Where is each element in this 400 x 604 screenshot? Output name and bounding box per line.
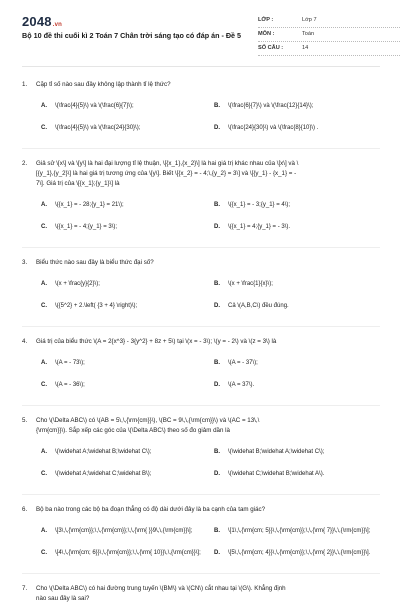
option-letter: C. <box>41 471 47 477</box>
question-text-line <box>22 505 380 515</box>
answer-option[interactable] <box>214 102 384 111</box>
question-item <box>22 416 380 495</box>
question-number: 4. <box>22 338 28 345</box>
question-text-line <box>22 337 380 347</box>
option-letter: A. <box>41 528 47 534</box>
option-letter: B. <box>214 449 220 455</box>
answer-option[interactable] <box>41 280 211 289</box>
option-letter: B. <box>214 202 220 208</box>
answer-option[interactable] <box>41 124 211 133</box>
answer-option[interactable] <box>214 124 384 133</box>
option-group <box>22 102 380 146</box>
question-item <box>22 80 380 149</box>
option-letter: C. <box>41 550 47 556</box>
option-letter: B. <box>214 528 220 534</box>
option-row <box>22 381 380 403</box>
meta-value: Lớp 7 <box>302 17 317 23</box>
option-row <box>22 201 380 223</box>
question-item <box>22 337 380 406</box>
question-text-line <box>22 584 380 594</box>
logo-sub: .vn <box>52 22 63 28</box>
question-text-line <box>22 169 380 179</box>
answer-option[interactable] <box>41 359 211 368</box>
option-letter: C. <box>41 303 47 309</box>
question-text-line <box>22 159 380 169</box>
question-text: Giả sử \[x\] và \[y\] là hai đại lượng tỉ lệ thuận, \[{x_1},{x_2}\] là hai giá trị khác nhau của \[x\] và \ <box>36 160 299 167</box>
meta-key: SỐ CÂU : <box>258 45 284 51</box>
question-text-line <box>22 80 380 90</box>
question-number: 5. <box>22 417 28 424</box>
option-text: \(\widehat C;\widehat B;\widehat A\). <box>228 471 325 477</box>
option-letter: D. <box>214 382 220 388</box>
meta-value: 14 <box>302 45 309 51</box>
option-text: \[5\,\,{\rm{cm; 4}}\,\,{\rm{cm}};\,\,{\rm{ 2}}\,\,{\rm{cm}}\]. <box>228 550 371 556</box>
option-text: Cả \(A,B,C\) đều đúng. <box>228 303 289 309</box>
question-text: 7\]. Giá trị của \[{x_1};{y_1}\] là <box>36 180 120 187</box>
option-text: \(A = - 36\); <box>55 382 85 388</box>
answer-option[interactable] <box>41 448 211 457</box>
option-row <box>22 280 380 302</box>
header-divider <box>22 66 380 67</box>
option-text: \({x_1} = - 28;{y_1} = 21\); <box>55 202 124 208</box>
meta-key: LỚP : <box>258 17 274 23</box>
question-text: Cặp tỉ số nào sau đây không lập thành tỉ lệ thức? <box>36 81 171 88</box>
option-letter: A. <box>41 202 47 208</box>
option-letter: A. <box>41 103 47 109</box>
option-text: \(\frac{24}{30}\) và \(\frac{8}{10}\) . <box>228 125 319 131</box>
question-separator <box>22 405 380 406</box>
option-text: \(x + \frac{1}{x}\); <box>228 281 273 287</box>
option-letter: C. <box>41 224 47 230</box>
question-text-line <box>22 416 380 426</box>
page-title: Bộ 10 đề thi cuối kì 2 Toán 7 Chân trời sáng tạo có đáp án - Đề 5 <box>22 31 242 40</box>
question-text-line <box>22 594 380 604</box>
answer-option[interactable] <box>41 201 211 210</box>
question-item <box>22 505 380 574</box>
question-separator <box>22 326 380 327</box>
option-text: \(A = - 73\); <box>55 360 85 366</box>
answer-option[interactable] <box>41 470 211 479</box>
option-text: \[3\,\,{\rm{cm}};\,\,{\rm{cm}};\,\,{\rm{ }}9\,\,{\rm{cm}}\]; <box>55 528 193 534</box>
option-letter: D. <box>214 471 220 477</box>
question-separator <box>22 148 380 149</box>
option-group <box>22 280 380 324</box>
logo-main: 2048 <box>22 14 52 29</box>
answer-option[interactable] <box>41 302 211 311</box>
answer-option[interactable] <box>214 302 384 311</box>
question-number: 6. <box>22 506 28 513</box>
question-text: {\rm{cm}}\). Sắp xếp các góc của \(\Delta ABC\) theo số đo giảm dần là <box>36 427 230 434</box>
option-letter: D. <box>214 125 220 131</box>
option-letter: B. <box>214 103 220 109</box>
option-letter: D. <box>214 550 220 556</box>
question-text: Cho \(\Delta ABC\) có \(AB = 5\,\,{\rm{cm}}\), \(BC = 9\,\,{\rm{cm}}\) và \(AC = 13\,\ <box>36 417 260 424</box>
option-text: \[4\,\,{\rm{cm; 6}}\,\,{\rm{cm}};\,\,{\rm{ 10}}\,\,{\rm{cm}}\]; <box>55 550 201 556</box>
answer-option[interactable] <box>214 448 384 457</box>
meta-row-count <box>258 42 400 56</box>
question-number: 3. <box>22 259 28 266</box>
option-letter: C. <box>41 125 47 131</box>
meta-info <box>258 14 400 56</box>
site-logo[interactable] <box>22 14 62 29</box>
option-row <box>22 527 380 549</box>
question-item <box>22 258 380 327</box>
question-text-line <box>22 179 380 189</box>
option-text: \({x_1} = - 4;{y_1} = 3\); <box>55 224 118 230</box>
option-text: \(\widehat B;\widehat A;\widehat C\); <box>228 449 325 455</box>
question-item <box>22 159 380 248</box>
option-letter: A. <box>41 281 47 287</box>
option-letter: D. <box>214 224 220 230</box>
question-separator <box>22 573 380 574</box>
answer-option[interactable] <box>214 470 384 479</box>
option-row <box>22 102 380 124</box>
meta-row-subject <box>258 28 400 42</box>
question-number: 7. <box>22 585 28 592</box>
meta-value: Toán <box>302 31 315 37</box>
answer-option[interactable] <box>41 223 211 232</box>
option-group <box>22 359 380 403</box>
question-list <box>22 80 380 604</box>
option-text: \(\frac{6}{7}\) và \(\frac{12}{14}\); <box>228 103 314 109</box>
question-item <box>22 584 380 604</box>
answer-option[interactable] <box>214 549 384 558</box>
option-row <box>22 124 380 146</box>
option-text: \(\widehat A;\widehat C;\widehat B\); <box>55 471 152 477</box>
answer-option[interactable] <box>41 527 211 536</box>
option-text: \(A = - 37\); <box>228 360 258 366</box>
answer-option[interactable] <box>214 201 384 210</box>
option-row <box>22 302 380 324</box>
option-group <box>22 527 380 571</box>
option-text: \(\frac{4}{5}\) và \(\frac{24}{30}\); <box>55 125 141 131</box>
header <box>22 12 382 62</box>
answer-option[interactable] <box>41 549 211 558</box>
option-text: \(x + \frac{y}{2}\); <box>55 281 100 287</box>
option-row <box>22 448 380 470</box>
option-group <box>22 201 380 245</box>
answer-option[interactable] <box>41 102 211 111</box>
answer-option[interactable] <box>214 381 384 390</box>
question-text: Cho \(\Delta ABC\) có hai đường trung tuyến \(BM\) và \(CN\) cắt nhau tại \(G\). Khẳng định <box>36 585 286 592</box>
option-text: \({x_1} = 4;{y_1} = - 3\). <box>228 224 291 230</box>
meta-row-class <box>258 14 400 28</box>
option-text: \({5^2} + 2.\left( {3 + 4} \right)\); <box>55 303 138 309</box>
option-letter: C. <box>41 382 47 388</box>
answer-option[interactable] <box>214 280 384 289</box>
answer-option[interactable] <box>214 527 384 536</box>
option-row <box>22 549 380 571</box>
question-text: Giá trị của biểu thức \(A = 2{x^3} - 3{y^2} + 8z + 5\) tại \(x = - 3\); \(y = - 2\) và \(z = 3\) là <box>36 338 277 345</box>
question-text: Biểu thức nào sau đây là biểu thức đại số? <box>36 259 154 266</box>
option-text: \({x_1} = - 3;{y_1} = 4\); <box>228 202 291 208</box>
question-text-line <box>22 258 380 268</box>
option-group <box>22 448 380 492</box>
option-text: \(A = 37\). <box>228 382 255 388</box>
option-letter: B. <box>214 360 220 366</box>
question-separator <box>22 247 380 248</box>
option-text: \[1\,\,{\rm{cm; 5}}\,\,{\rm{cm}};\,\,{\rm{ 7}}\,\,{\rm{cm}}\]; <box>228 528 371 534</box>
option-letter: A. <box>41 449 47 455</box>
question-number: 1. <box>22 81 28 88</box>
meta-key: MÔN : <box>258 31 275 37</box>
question-number: 2. <box>22 160 28 167</box>
question-text-line <box>22 426 380 436</box>
option-text: \(\widehat A;\widehat B;\widehat C\); <box>55 449 152 455</box>
question-text: Bộ ba nào trong các bộ ba đoạn thẳng có độ dài dưới đây là ba cạnh của tam giác? <box>36 506 266 513</box>
question-text: [{y_1},{y_2}\] là hai giá trị tương ứng của \[y\]. Biết \[{x_2} = - 4;\,{y_2} = 3\] và \[{y_1} - {x_1} = - <box>36 170 297 177</box>
option-letter: A. <box>41 360 47 366</box>
question-text: nào sau đây là sai? <box>36 595 90 602</box>
question-separator <box>22 494 380 495</box>
option-row <box>22 359 380 381</box>
option-row <box>22 470 380 492</box>
option-text: \(\frac{4}{5}\) và \(\frac{6}{7}\); <box>55 103 134 109</box>
answer-option[interactable] <box>41 381 211 390</box>
answer-option[interactable] <box>214 359 384 368</box>
option-letter: B. <box>214 281 220 287</box>
option-row <box>22 223 380 245</box>
answer-option[interactable] <box>214 223 384 232</box>
option-letter: D. <box>214 303 220 309</box>
